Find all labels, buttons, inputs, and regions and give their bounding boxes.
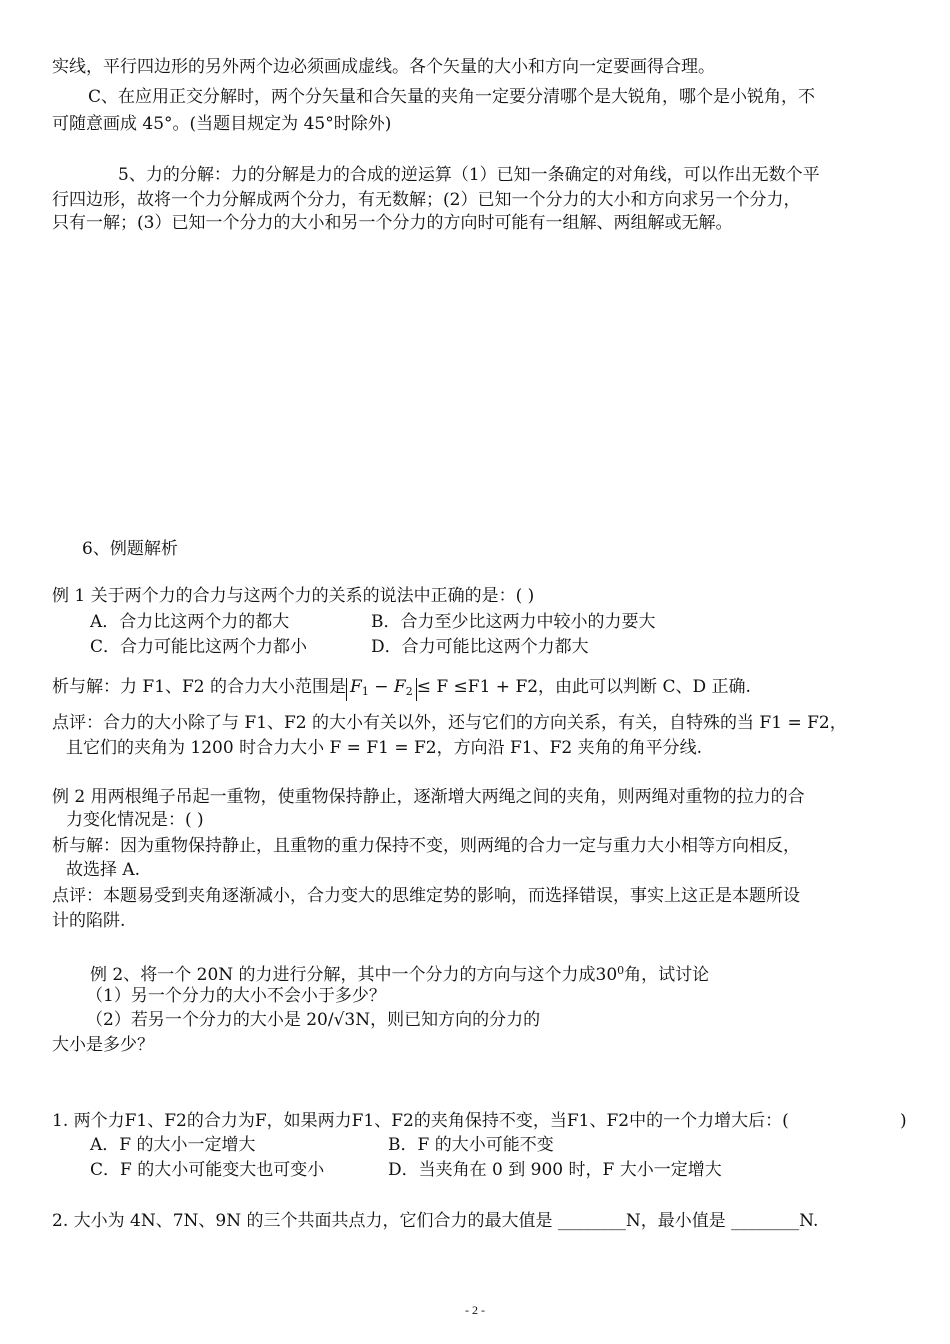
example-1-stem: 例 1 关于两个力的合力与这两个力的关系的说法中正确的是：( ) <box>52 586 535 606</box>
paragraph-text: 5、力的分解：力的分解是力的合成的逆运算（1）已知一条确定的对角线，可以作出无数个平 <box>118 165 820 185</box>
example-1-option-c: C．合力可能比这两个力都小 <box>90 637 308 657</box>
example-1-option-d: D．合力可能比这两个力都大 <box>371 637 589 657</box>
example-2-comment: 计的陷阱. <box>52 911 126 931</box>
example-2-comment: 点评：本题易受到夹角逐渐减小，合力变大的思维定势的影响，而选择错误，事实上这正是本题所设 <box>52 886 800 906</box>
example-2-stem: 例 2 用两根绳子吊起一重物，使重物保持静止，逐渐增大两绳之间的夹角，则两绳对重物的拉力的合 <box>52 787 805 807</box>
page-number: - 2 - <box>465 1303 485 1317</box>
example-2-stem: 力变化情况是：( ) <box>66 810 204 830</box>
paragraph-text: 只有一解；(3）已知一个分力的大小和另一个分力的方向时可能有一组解、两组解或无解。 <box>52 213 733 233</box>
example-3-question-1: （1）另一个分力的大小不会小于多少？ <box>86 986 386 1006</box>
question-1-stem-close: ) <box>900 1111 907 1131</box>
formula-f1: F <box>350 677 362 697</box>
formula-minus-f: − F <box>368 677 406 697</box>
question-1-option-c: C．F 的大小可能变大也可变小 <box>90 1160 325 1180</box>
example-1-option-b: B．合力至少比这两力中较小的力要大 <box>371 612 656 632</box>
analysis-text: 析与解：力 F1、F2 的合力大小范围是 <box>52 677 347 697</box>
example-3-question-2: 大小是多少？ <box>52 1035 154 1055</box>
paragraph-text: 行四边形，故将一个力分解成两个分力，有无数解；(2）已知一个分力的大小和方向求另一个分力， <box>52 190 801 210</box>
example-1-comment: 点评：合力的大小除了与 F1、F2 的大小有关以外，还与它们的方向关系，有关，自特殊的当 F1 = F2， <box>52 713 847 733</box>
question-1-stem: 1. 两个力F1、F2的合力为F，如果两力F1、F2的夹角保持不变，当F1、F2中的一个力增大后：( <box>52 1111 789 1131</box>
stem-text: 例 2、将一个 20N 的力进行分解，其中一个分力的方向与这个力成30 <box>90 965 618 985</box>
degree-superscript: 0 <box>617 964 625 977</box>
question-2-stem: 2. 大小为 4N、7N、9N 的三个共面共点力，它们合力的最大值是 ________N，最小值是 ________N. <box>52 1211 819 1231</box>
analysis-text: ≤ F ≤F1 + F2，由此可以判断 C、D 正确. <box>416 677 751 697</box>
section-heading: 6、例题解析 <box>82 539 178 559</box>
abs-formula <box>346 678 417 701</box>
example-2-analysis: 故选择 A. <box>66 860 141 880</box>
example-1-analysis <box>52 676 751 701</box>
example-3-stem <box>90 960 709 986</box>
paragraph-text: C、在应用正交分解时，两个分矢量和合矢量的夹角一定要分清哪个是大锐角，哪个是小锐角，不 <box>88 87 816 107</box>
paragraph-text: 实线，平行四边形的另外两个边必须画成虚线。各个矢量的大小和方向一定要画得合理。 <box>52 57 715 77</box>
example-3-question-2: （2）若另一个分力的大小是 20/√3N，则已知方向的分力的 <box>86 1010 541 1030</box>
formula-sub2: 2 <box>405 685 413 698</box>
formula-sub1: 1 <box>361 685 369 698</box>
paragraph-text: 可随意画成 45°。(当题目规定为 45°时除外) <box>52 114 392 134</box>
question-1-option-a: A．F 的大小一定增大 <box>90 1135 256 1155</box>
example-1-comment: 且它们的夹角为 1200 时合力大小 F = F1 = F2，方向沿 F1、F2 夹角的角平分线. <box>66 738 703 758</box>
stem-text: 角，试讨论 <box>624 965 710 985</box>
question-1-option-d: D．当夹角在 0 到 900 时，F 大小一定增大 <box>388 1160 722 1180</box>
example-1-option-a: A．合力比这两个力的都大 <box>90 612 290 632</box>
question-1-option-b: B．F 的大小可能不变 <box>388 1135 554 1155</box>
example-2-analysis: 析与解：因为重物保持静止，且重物的重力保持不变，则两绳的合力一定与重力大小相等方向相反， <box>52 836 800 856</box>
